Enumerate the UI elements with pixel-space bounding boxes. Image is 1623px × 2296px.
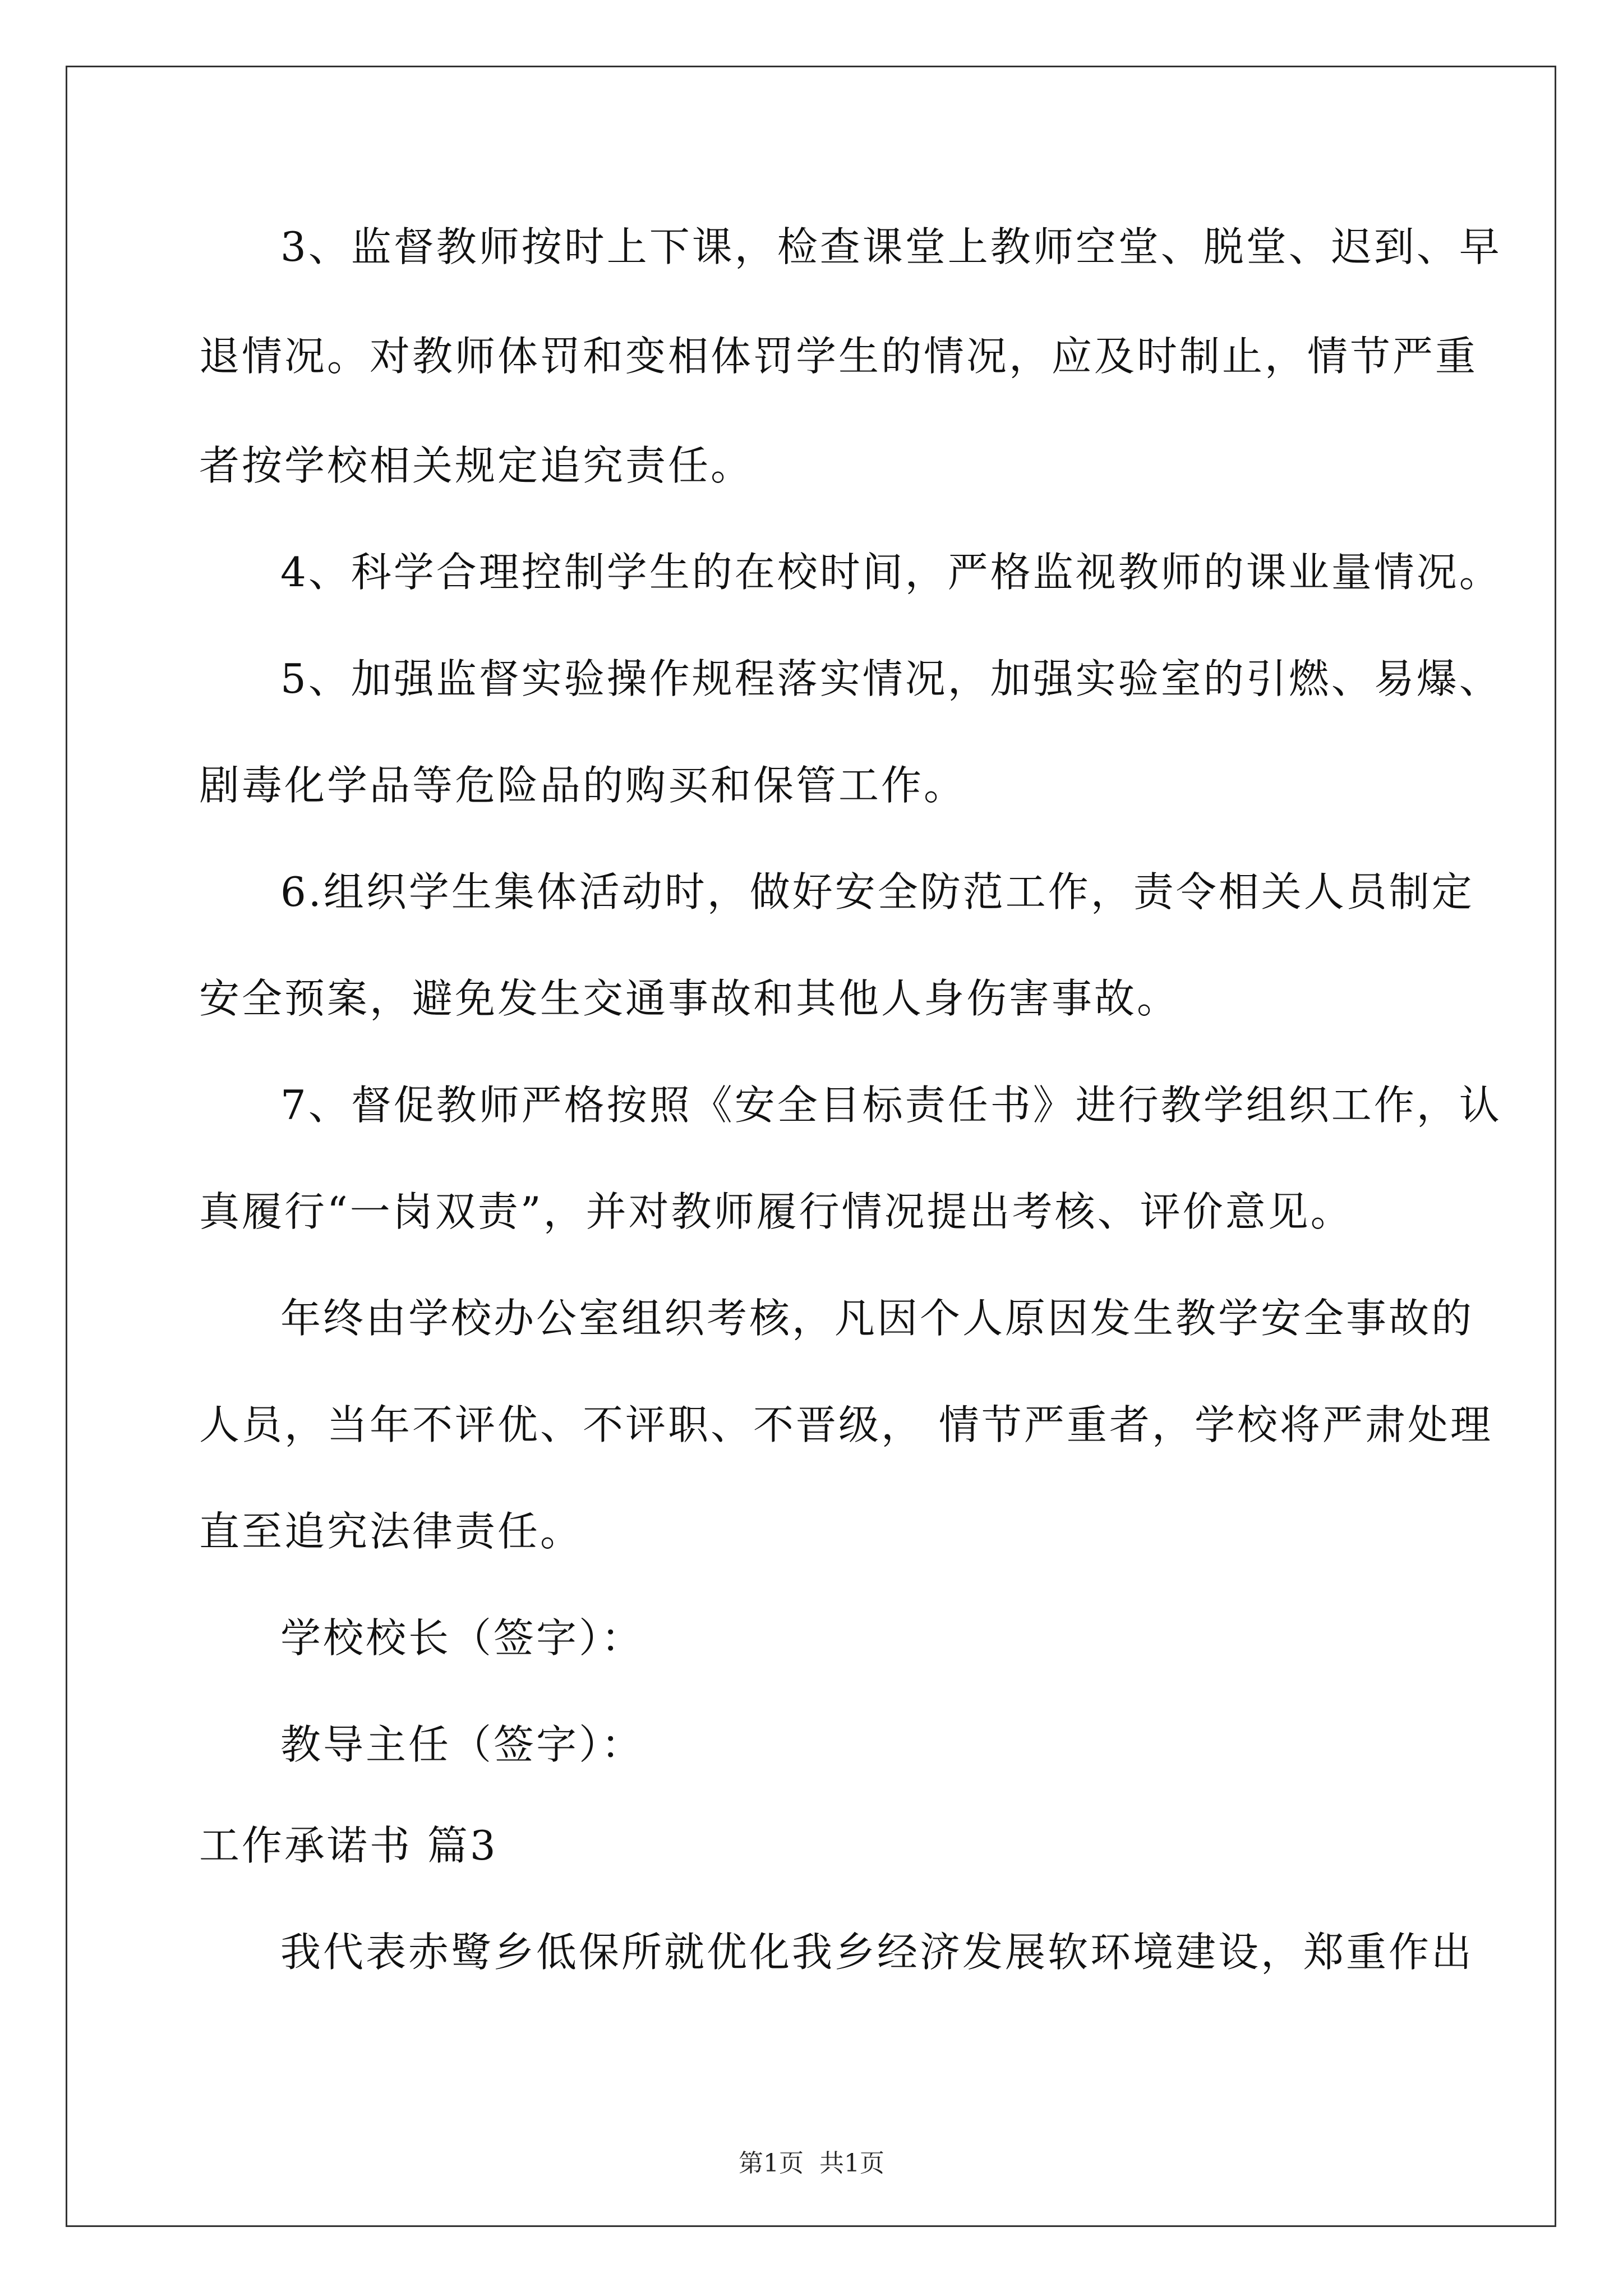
paragraph-line: 年终由学校办公室组织考核，凡因个人原因发生教学安全事故的 [280, 1295, 1474, 1342]
paragraph-line: 剧毒化学品等危险品的购买和保管工作。 [199, 762, 967, 809]
paragraph-line: 安全预案，避免发生交通事故和其他人身伤害事故。 [199, 975, 1180, 1022]
paragraph-line: 我代表赤鹭乡低保所就优化我乡经济发展软环境建设，郑重作出 [280, 1929, 1474, 1976]
page-number-footer: 第1页 共1页 [739, 2149, 884, 2178]
paragraph-line: 真履行“一岗双责”，并对教师履行情况提出考核、评价意见。 [199, 1188, 1353, 1235]
paragraph-line: 人员，当年不评优、不评职、不晋级， 情节严重者，学校将严肃处理 [199, 1401, 1493, 1448]
paragraph-line: 直至追究法律责任。 [199, 1508, 583, 1555]
paragraph-line: 4、科学合理控制学生的在校时间，严格监视教师的课业量情况。 [280, 549, 1502, 596]
signature-principal-line: 学校校长（签字）： [280, 1614, 644, 1662]
paragraph-line: 7、督促教师严格按照《安全目标责任书》进行教学组织工作，认 [280, 1082, 1502, 1129]
paragraph-line: 3、监督教师按时上下课，检查课堂上教师空堂、脱堂、迟到、早 [280, 223, 1502, 270]
paragraph-line: 者按学校相关规定追究责任。 [199, 442, 754, 489]
paragraph-line: 退情况。对教师体罚和变相体罚学生的情况，应及时制止，情节严重 [199, 333, 1478, 380]
section-heading: 工作承诺书 篇3 [199, 1822, 498, 1869]
paragraph-line: 5、加强监督实验操作规程落实情况，加强实验室的引燃、易爆、 [280, 655, 1502, 702]
signature-dean-line: 教导主任（签字）： [280, 1721, 644, 1768]
page-border [66, 66, 1556, 2227]
paragraph-line: 6.组织学生集体活动时，做好安全防范工作，责令相关人员制定 [280, 868, 1474, 915]
